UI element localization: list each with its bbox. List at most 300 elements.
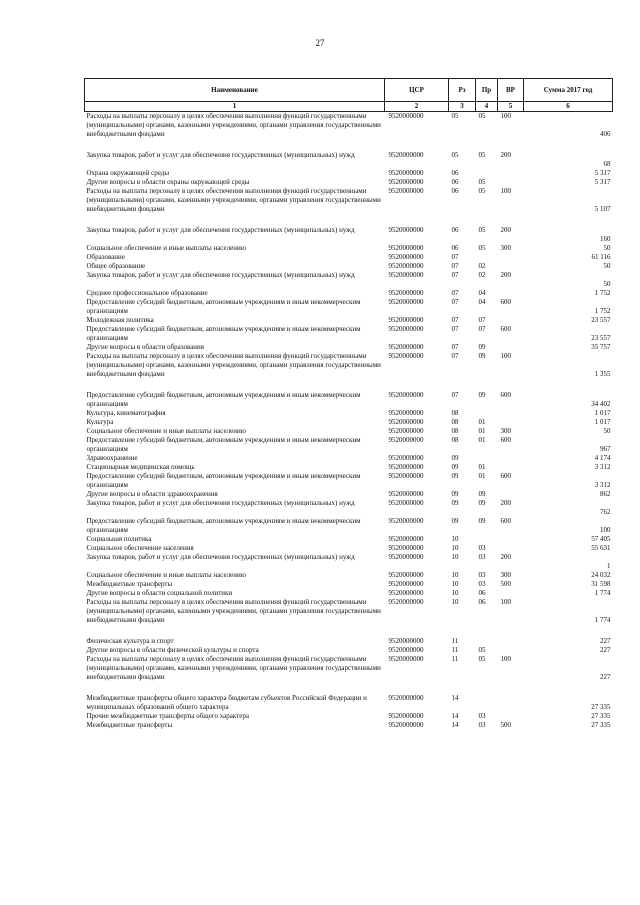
cell-sum: 227 bbox=[600, 673, 611, 681]
cell-name: Другие вопросы в области здравоохранения bbox=[86, 490, 218, 498]
header-pr: Пр bbox=[476, 79, 498, 102]
cell-csr: 9520000000 bbox=[388, 253, 424, 261]
table-row bbox=[85, 271, 613, 289]
cell-pr: 09 bbox=[478, 490, 486, 498]
table-row bbox=[85, 646, 613, 655]
cell-name: Предоставление субсидий бюджетным, автономным учреждениям и иным некоммерческим организациям bbox=[86, 325, 361, 342]
cell-csr: 9520000000 bbox=[388, 553, 424, 561]
cell-name: Общее образование bbox=[86, 262, 146, 270]
table-row bbox=[85, 316, 613, 325]
cell-sum: 23 557 bbox=[591, 334, 611, 342]
cell-vr bbox=[498, 646, 524, 655]
cell-pr: 09 bbox=[478, 517, 486, 525]
column-number: 3 bbox=[449, 102, 476, 112]
cell-name: Расходы на выплаты персоналу в целях обеспечения выполнения функций государственными (муниципальными) органами, казенными учреждениями, органами управления государственными внебюджетными фондами bbox=[86, 352, 381, 378]
cell-name: Социальное обеспечение и иные выплаты населению bbox=[86, 571, 246, 579]
cell-csr: 9520000000 bbox=[388, 544, 424, 552]
cell-rz: 07 bbox=[451, 352, 459, 360]
cell-rz: 11 bbox=[451, 637, 459, 645]
cell-rz: 09 bbox=[451, 499, 459, 507]
cell-rz: 09 bbox=[451, 490, 459, 498]
cell-csr: 9520000000 bbox=[388, 436, 424, 444]
table-row bbox=[85, 187, 613, 214]
header-sum: Сумма 2017 год bbox=[524, 79, 613, 102]
cell-name: Прочие межбюджетные трансферты общего характера bbox=[86, 712, 249, 720]
table-row bbox=[85, 262, 613, 271]
cell-vr: 600 bbox=[500, 472, 511, 480]
cell-csr: 9520000000 bbox=[388, 712, 424, 720]
cell-vr: 600 bbox=[500, 298, 511, 306]
table-row bbox=[85, 298, 613, 316]
cell-pr: 01 bbox=[478, 463, 486, 471]
table-body bbox=[85, 112, 613, 731]
table-row bbox=[85, 571, 613, 580]
cell-rz: 07 bbox=[451, 325, 459, 333]
cell-csr: 9520000000 bbox=[388, 391, 424, 399]
column-number: 2 bbox=[385, 102, 449, 112]
cell-pr: 09 bbox=[478, 499, 486, 507]
cell-name: Социальное обеспечение населения bbox=[86, 544, 194, 552]
cell-csr: 9520000000 bbox=[388, 721, 424, 729]
cell-rz: 10 bbox=[451, 553, 459, 561]
cell-sum: 23 557 bbox=[591, 316, 611, 324]
cell-sum: 50 bbox=[603, 427, 611, 435]
cell-name: Закупка товаров, работ и услуг для обеспечения государственных (муниципальных) нужд bbox=[86, 151, 355, 159]
cell-vr bbox=[498, 178, 524, 187]
cell-name: Расходы на выплаты персоналу в целях обеспечения выполнения функций государственными (муниципальными) органами, казенными учреждениями, органами управления государственными внебюджетными фондами bbox=[86, 112, 381, 138]
cell-csr: 9520000000 bbox=[388, 454, 424, 462]
cell-pr: 05 bbox=[478, 655, 486, 663]
cell-pr: 05 bbox=[478, 226, 486, 234]
cell-name: Расходы на выплаты персоналу в целях обеспечения выполнения функций государственными (муниципальными) органами, казенными учреждениями, органами управления государственными внебюджетными фондами bbox=[86, 187, 381, 213]
cell-name: Физическая культура и спорт bbox=[86, 637, 174, 645]
cell-rz: 09 bbox=[451, 463, 459, 471]
cell-sum: 762 bbox=[600, 508, 611, 516]
cell-pr bbox=[476, 637, 498, 646]
cell-pr: 03 bbox=[478, 553, 486, 561]
cell-pr: 05 bbox=[478, 244, 486, 252]
cell-name: Расходы на выплаты персоналу в целях обеспечения выполнения функций государственными (муниципальными) органами, казенными учреждениями, органами управления государственными внебюджетными фондами bbox=[86, 598, 381, 624]
cell-name: Межбюджетные трансферты bbox=[86, 721, 173, 729]
page-number: 27 bbox=[315, 38, 325, 48]
cell-pr: 04 bbox=[478, 289, 486, 297]
cell-pr: 01 bbox=[478, 427, 486, 435]
table-row bbox=[85, 499, 613, 517]
cell-rz: 14 bbox=[451, 712, 459, 720]
cell-csr: 9520000000 bbox=[388, 178, 424, 186]
row-spacer-cell bbox=[85, 139, 613, 151]
cell-name: Расходы на выплаты персоналу в целях обеспечения выполнения функций государственными (муниципальными) органами, казенными учреждениями, органами управления государственными внебюджетными фондами bbox=[86, 655, 381, 681]
cell-csr: 9520000000 bbox=[388, 112, 424, 120]
cell-rz: 07 bbox=[451, 271, 459, 279]
table-row bbox=[85, 517, 613, 535]
cell-vr: 300 bbox=[500, 571, 511, 579]
cell-name: Стационарная медицинская помощь bbox=[86, 463, 195, 471]
cell-csr: 9520000000 bbox=[388, 244, 424, 252]
column-number: 6 bbox=[524, 102, 613, 112]
table-row bbox=[85, 253, 613, 262]
cell-pr: 09 bbox=[478, 352, 486, 360]
cell-pr: 03 bbox=[478, 544, 486, 552]
cell-csr: 9520000000 bbox=[388, 472, 424, 480]
cell-sum: 3 312 bbox=[594, 481, 611, 489]
row-spacer-cell bbox=[85, 625, 613, 637]
row-spacer bbox=[85, 214, 613, 226]
cell-rz: 08 bbox=[451, 427, 459, 435]
cell-csr: 9520000000 bbox=[388, 694, 424, 702]
table-row bbox=[85, 151, 613, 169]
cell-name: Образование bbox=[86, 253, 125, 261]
cell-sum: 24 032 bbox=[591, 571, 611, 579]
cell-pr: 07 bbox=[478, 316, 486, 324]
cell-rz: 14 bbox=[451, 721, 459, 729]
table-row bbox=[85, 343, 613, 352]
cell-vr bbox=[498, 637, 524, 646]
cell-vr bbox=[498, 454, 524, 463]
table-row bbox=[85, 289, 613, 298]
cell-vr bbox=[498, 694, 524, 712]
table-row bbox=[85, 409, 613, 418]
cell-pr: 01 bbox=[478, 472, 486, 480]
cell-sum: 27 335 bbox=[591, 721, 611, 729]
cell-name: Охрана окружающей среды bbox=[86, 169, 170, 177]
cell-sum: 862 bbox=[600, 490, 611, 498]
cell-vr bbox=[498, 712, 524, 721]
cell-pr: 05 bbox=[478, 112, 486, 120]
cell-vr bbox=[498, 418, 524, 427]
cell-vr bbox=[498, 544, 524, 553]
cell-csr: 9520000000 bbox=[388, 571, 424, 579]
table-row bbox=[85, 721, 613, 730]
cell-pr: 02 bbox=[478, 262, 486, 270]
cell-sum: 1 774 bbox=[594, 616, 611, 624]
header-vr: ВР bbox=[498, 79, 524, 102]
table-row bbox=[85, 352, 613, 379]
cell-name: Предоставление субсидий бюджетным, автономным учреждениям и иным некоммерческим организациям bbox=[86, 517, 361, 534]
cell-pr: 06 bbox=[478, 589, 486, 597]
cell-sum: 34 402 bbox=[591, 400, 611, 408]
cell-pr: 04 bbox=[478, 298, 486, 306]
cell-csr: 9520000000 bbox=[388, 517, 424, 525]
cell-vr: 600 bbox=[500, 391, 511, 399]
cell-sum: 1 752 bbox=[594, 289, 611, 297]
cell-vr bbox=[498, 262, 524, 271]
cell-vr: 100 bbox=[500, 352, 511, 360]
cell-vr: 600 bbox=[500, 436, 511, 444]
cell-pr: 03 bbox=[478, 580, 486, 588]
cell-rz: 10 bbox=[451, 589, 459, 597]
cell-name: Другие вопросы в области образования bbox=[86, 343, 205, 351]
cell-pr: 05 bbox=[478, 151, 486, 159]
cell-rz: 11 bbox=[451, 655, 459, 663]
cell-name: Другие вопросы в области охраны окружающей среды bbox=[86, 178, 250, 186]
cell-sum: 61 116 bbox=[591, 253, 611, 261]
cell-name: Закупка товаров, работ и услуг для обеспечения государственных (муниципальных) нужд bbox=[86, 226, 355, 234]
cell-sum: 3 312 bbox=[594, 463, 611, 471]
cell-rz: 10 bbox=[451, 535, 459, 543]
cell-rz: 07 bbox=[451, 289, 459, 297]
cell-vr: 200 bbox=[500, 553, 511, 561]
cell-vr: 200 bbox=[500, 499, 511, 507]
cell-vr bbox=[498, 535, 524, 544]
cell-rz: 05 bbox=[451, 151, 459, 159]
table-row bbox=[85, 598, 613, 625]
cell-csr: 9520000000 bbox=[388, 289, 424, 297]
column-number: 1 bbox=[85, 102, 385, 112]
cell-csr: 9520000000 bbox=[388, 646, 424, 654]
cell-csr: 9520000000 bbox=[388, 343, 424, 351]
cell-vr bbox=[498, 409, 524, 418]
cell-name: Другие вопросы в области физической культуры и спорта bbox=[86, 646, 259, 654]
cell-pr bbox=[476, 169, 498, 178]
table-row bbox=[85, 418, 613, 427]
cell-vr: 200 bbox=[500, 226, 511, 234]
cell-pr: 05 bbox=[478, 187, 486, 195]
cell-pr: 06 bbox=[478, 598, 486, 606]
cell-name: Закупка товаров, работ и услуг для обеспечения государственных (муниципальных) нужд bbox=[86, 553, 355, 561]
cell-rz: 06 bbox=[451, 178, 459, 186]
cell-vr bbox=[498, 316, 524, 325]
cell-sum: 227 bbox=[600, 646, 611, 654]
cell-rz: 07 bbox=[451, 253, 459, 261]
cell-rz: 10 bbox=[451, 598, 459, 606]
cell-pr: 03 bbox=[478, 712, 486, 720]
cell-vr: 100 bbox=[500, 112, 511, 120]
cell-name: Предоставление субсидий бюджетным, автономным учреждениям и иным некоммерческим организациям bbox=[86, 298, 361, 315]
cell-sum: 406 bbox=[600, 130, 611, 138]
table-row bbox=[85, 544, 613, 553]
row-spacer bbox=[85, 625, 613, 637]
cell-csr: 9520000000 bbox=[388, 655, 424, 663]
table-row bbox=[85, 436, 613, 454]
cell-sum: 1 017 bbox=[594, 409, 611, 417]
cell-vr: 200 bbox=[500, 151, 511, 159]
cell-sum: 5 317 bbox=[594, 169, 611, 177]
cell-rz: 09 bbox=[451, 517, 459, 525]
cell-rz: 10 bbox=[451, 571, 459, 579]
row-spacer bbox=[85, 682, 613, 694]
cell-rz: 05 bbox=[451, 112, 459, 120]
cell-rz: 10 bbox=[451, 544, 459, 552]
table-row bbox=[85, 589, 613, 598]
cell-vr: 500 bbox=[500, 721, 511, 729]
cell-sum: 1 bbox=[607, 562, 611, 570]
table-row bbox=[85, 454, 613, 463]
cell-csr: 9520000000 bbox=[388, 418, 424, 426]
cell-vr: 600 bbox=[500, 517, 511, 525]
column-number: 4 bbox=[476, 102, 498, 112]
header-name: Наименование bbox=[85, 79, 385, 102]
cell-pr bbox=[476, 535, 498, 544]
table-row bbox=[85, 112, 613, 140]
table-header-row bbox=[85, 79, 613, 102]
cell-rz: 06 bbox=[451, 187, 459, 195]
cell-vr: 500 bbox=[500, 580, 511, 588]
cell-pr: 05 bbox=[478, 646, 486, 654]
cell-csr: 9520000000 bbox=[388, 598, 424, 606]
cell-vr: 100 bbox=[500, 598, 511, 606]
cell-rz: 08 bbox=[451, 409, 459, 417]
cell-rz: 07 bbox=[451, 316, 459, 324]
cell-sum: 35 757 bbox=[591, 343, 611, 351]
cell-name: Предоставление субсидий бюджетным, автономным учреждениям и иным некоммерческим организациям bbox=[86, 472, 361, 489]
cell-sum: 1 017 bbox=[594, 418, 611, 426]
table-row bbox=[85, 169, 613, 178]
cell-vr: 300 bbox=[500, 244, 511, 252]
cell-sum: 1 774 bbox=[594, 589, 611, 597]
cell-csr: 9520000000 bbox=[388, 187, 424, 195]
cell-rz: 07 bbox=[451, 298, 459, 306]
table-row bbox=[85, 694, 613, 712]
cell-rz: 08 bbox=[451, 436, 459, 444]
cell-sum: 50 bbox=[603, 244, 611, 252]
cell-pr: 03 bbox=[478, 721, 486, 729]
cell-rz: 07 bbox=[451, 262, 459, 270]
cell-pr: 03 bbox=[478, 571, 486, 579]
cell-vr bbox=[498, 289, 524, 298]
cell-rz: 06 bbox=[451, 226, 459, 234]
table-row bbox=[85, 226, 613, 244]
cell-sum: 55 631 bbox=[591, 544, 611, 552]
cell-vr bbox=[498, 463, 524, 472]
table-row bbox=[85, 472, 613, 490]
cell-name: Среднее профессиональное образование bbox=[86, 289, 208, 297]
cell-sum: 50 bbox=[603, 280, 611, 288]
cell-rz: 09 bbox=[451, 472, 459, 480]
cell-rz: 08 bbox=[451, 418, 459, 426]
cell-sum: 57 405 bbox=[591, 535, 611, 543]
cell-pr: 01 bbox=[478, 436, 486, 444]
cell-name: Межбюджетные трансферты общего характера бюджетам субъектов Российской Федерации и муниципальных образований общего характера bbox=[86, 694, 367, 711]
cell-name: Здравоохранение bbox=[86, 454, 138, 462]
table-row bbox=[85, 427, 613, 436]
cell-sum: 160 bbox=[600, 235, 611, 243]
cell-sum: 4 174 bbox=[594, 454, 611, 462]
budget-table bbox=[84, 78, 613, 730]
cell-csr: 9520000000 bbox=[388, 580, 424, 588]
cell-sum: 27 335 bbox=[591, 712, 611, 720]
cell-csr: 9520000000 bbox=[388, 151, 424, 159]
table-row bbox=[85, 580, 613, 589]
row-spacer bbox=[85, 379, 613, 391]
cell-csr: 9520000000 bbox=[388, 409, 424, 417]
cell-sum: 100 bbox=[600, 526, 611, 534]
cell-vr bbox=[498, 589, 524, 598]
cell-vr: 100 bbox=[500, 655, 511, 663]
table-row bbox=[85, 535, 613, 544]
cell-name: Социальная политика bbox=[86, 535, 152, 543]
cell-name: Закупка товаров, работ и услуг для обеспечения государственных (муниципальных) нужд bbox=[86, 271, 355, 279]
cell-csr: 9520000000 bbox=[388, 499, 424, 507]
column-number-row bbox=[85, 102, 613, 112]
cell-name: Предоставление субсидий бюджетным, автономным учреждениям и иным некоммерческим организациям bbox=[86, 391, 361, 408]
cell-pr: 09 bbox=[478, 343, 486, 351]
row-spacer-cell bbox=[85, 214, 613, 226]
cell-sum: 27 335 bbox=[591, 703, 611, 711]
table-row bbox=[85, 463, 613, 472]
cell-rz: 10 bbox=[451, 580, 459, 588]
column-number: 5 bbox=[498, 102, 524, 112]
cell-vr: 600 bbox=[500, 325, 511, 333]
table-row bbox=[85, 637, 613, 646]
cell-name: Другие вопросы в области социальной политики bbox=[86, 589, 233, 597]
cell-vr: 100 bbox=[500, 187, 511, 195]
cell-name: Молодежная политика bbox=[86, 316, 154, 324]
cell-pr: 02 bbox=[478, 271, 486, 279]
cell-pr: 01 bbox=[478, 418, 486, 426]
row-spacer bbox=[85, 139, 613, 151]
cell-csr: 9520000000 bbox=[388, 226, 424, 234]
cell-vr bbox=[498, 490, 524, 499]
cell-vr bbox=[498, 343, 524, 352]
cell-name: Межбюджетные трансферты bbox=[86, 580, 173, 588]
cell-csr: 9520000000 bbox=[388, 427, 424, 435]
table-row bbox=[85, 553, 613, 571]
cell-vr bbox=[498, 169, 524, 178]
cell-csr: 9520000000 bbox=[388, 316, 424, 324]
cell-csr: 9520000000 bbox=[388, 262, 424, 270]
cell-rz: 11 bbox=[451, 646, 459, 654]
cell-name: Предоставление субсидий бюджетным, автономным учреждениям и иным некоммерческим организациям bbox=[86, 436, 361, 453]
cell-pr: 05 bbox=[478, 178, 486, 186]
cell-rz: 07 bbox=[451, 391, 459, 399]
cell-name: Социальное обеспечение и иные выплаты населению bbox=[86, 244, 246, 252]
cell-sum: 1 752 bbox=[594, 307, 611, 315]
cell-rz: 06 bbox=[451, 169, 459, 177]
table-row bbox=[85, 490, 613, 499]
cell-csr: 9520000000 bbox=[388, 589, 424, 597]
table-row bbox=[85, 391, 613, 409]
cell-sum: 5 317 bbox=[594, 178, 611, 186]
cell-csr: 9520000000 bbox=[388, 637, 424, 645]
row-spacer-cell bbox=[85, 379, 613, 391]
cell-sum: 5 107 bbox=[594, 205, 611, 213]
cell-pr bbox=[476, 253, 498, 262]
cell-vr: 200 bbox=[500, 271, 511, 279]
cell-name: Культура, кинематография bbox=[86, 409, 166, 417]
cell-rz: 07 bbox=[451, 343, 459, 351]
cell-csr: 9520000000 bbox=[388, 169, 424, 177]
cell-sum: 50 bbox=[603, 262, 611, 270]
cell-sum: 227 bbox=[600, 637, 611, 645]
table-row bbox=[85, 712, 613, 721]
cell-sum: 967 bbox=[600, 445, 611, 453]
cell-sum: 1 355 bbox=[594, 370, 611, 378]
cell-pr: 09 bbox=[478, 391, 486, 399]
cell-name: Закупка товаров, работ и услуг для обеспечения государственных (муниципальных) нужд bbox=[86, 499, 355, 507]
cell-sum: 68 bbox=[603, 160, 611, 168]
cell-vr bbox=[498, 253, 524, 262]
cell-pr: 07 bbox=[478, 325, 486, 333]
cell-vr: 300 bbox=[500, 427, 511, 435]
cell-csr: 9520000000 bbox=[388, 463, 424, 471]
cell-csr: 9520000000 bbox=[388, 325, 424, 333]
table-row bbox=[85, 655, 613, 682]
cell-pr bbox=[476, 454, 498, 463]
header-csr: ЦСР bbox=[385, 79, 449, 102]
cell-rz: 06 bbox=[451, 244, 459, 252]
cell-csr: 9520000000 bbox=[388, 352, 424, 360]
table-row bbox=[85, 325, 613, 343]
cell-pr bbox=[476, 694, 498, 712]
cell-csr: 9520000000 bbox=[388, 271, 424, 279]
cell-name: Культура bbox=[86, 418, 114, 426]
cell-sum: 31 598 bbox=[591, 580, 611, 588]
header-rz: Рз bbox=[449, 79, 476, 102]
cell-pr bbox=[476, 409, 498, 418]
cell-csr: 9520000000 bbox=[388, 535, 424, 543]
cell-name: Социальное обеспечение и иные выплаты населению bbox=[86, 427, 246, 435]
